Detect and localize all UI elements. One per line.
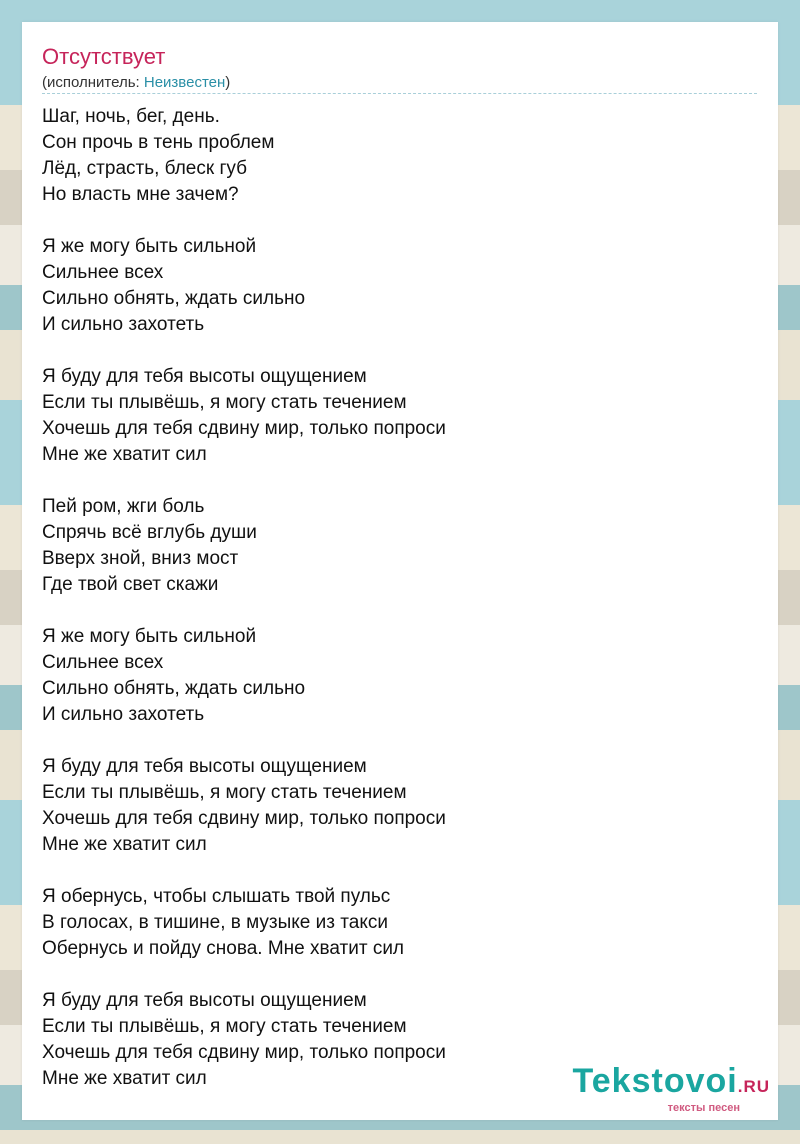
lyric-line: Мне же хватит сил xyxy=(42,444,207,465)
dashed-divider xyxy=(42,93,757,94)
lyric-line: Обернусь и пойду снова. Мне хватит сил xyxy=(42,938,405,959)
lyric-line: Я обернусь, чтобы слышать твой пульс xyxy=(42,886,391,907)
lyric-line: Лёд, страсть, блеск губ xyxy=(42,158,247,179)
logo-wordmark xyxy=(573,1064,770,1104)
stanza xyxy=(42,884,446,962)
lyric-line: Шаг, ночь, бег, день. xyxy=(42,106,220,127)
lyric-line: Вверх зной, вниз мост xyxy=(42,548,239,569)
stanza xyxy=(42,988,446,1092)
lyric-line: Сильнее всех xyxy=(42,262,164,283)
lyric-line: Спрячь всё вглубь души xyxy=(42,522,257,543)
artist-prefix: (исполнитель: xyxy=(42,74,144,91)
lyric-line: Хочешь для тебя сдвину мир, только попроси xyxy=(42,418,446,439)
lyric-line: Хочешь для тебя сдвину мир, только попроси xyxy=(42,808,446,829)
lyric-line: Я буду для тебя высоты ощущением xyxy=(42,366,367,387)
lyric-line: Сон прочь в тень проблем xyxy=(42,132,275,153)
artist-link[interactable]: Неизвестен xyxy=(143,74,226,91)
song-title: Отсутствует xyxy=(42,44,166,69)
stanza xyxy=(42,494,446,598)
lyric-line: Сильно обнять, ждать сильно xyxy=(42,288,306,309)
logo-tagline: тексты песен xyxy=(667,1102,740,1114)
lyric-line: Я же могу быть сильной xyxy=(42,626,257,647)
logo-suffix: .RU xyxy=(737,1077,770,1096)
stanza xyxy=(42,624,446,728)
lyric-line: В голосах, в тишине, в музыке из такси xyxy=(42,912,388,933)
lyrics-sheet xyxy=(22,22,778,1120)
lyric-line: Если ты плывёшь, я могу стать течением xyxy=(42,392,407,413)
lyric-line: Мне же хватит сил xyxy=(42,1068,207,1089)
lyric-line: Пей ром, жги боль xyxy=(42,496,205,517)
lyric-line: Где твой свет скажи xyxy=(42,574,219,595)
lyric-line: Мне же хватит сил xyxy=(42,834,207,855)
lyric-line: Сильнее всех xyxy=(42,652,164,673)
artist-suffix: ) xyxy=(225,74,231,91)
stanza xyxy=(42,234,446,338)
lyric-line: Если ты плывёшь, я могу стать течением xyxy=(42,782,407,803)
lyrics-body xyxy=(42,104,446,1118)
lyric-line: Хочешь для тебя сдвину мир, только попроси xyxy=(42,1042,446,1063)
lyric-line: Я буду для тебя высоты ощущением xyxy=(42,756,367,777)
lyric-line: И сильно захотеть xyxy=(42,704,205,725)
site-logo[interactable] xyxy=(573,1064,770,1114)
lyric-line: Я буду для тебя высоты ощущением xyxy=(42,990,367,1011)
stanza xyxy=(42,364,446,468)
lyric-line: Сильно обнять, ждать сильно xyxy=(42,678,306,699)
lyric-line: И сильно захотеть xyxy=(42,314,205,335)
logo-main-text: Tekstovoi xyxy=(572,1062,738,1100)
lyric-line: Но власть мне зачем? xyxy=(42,184,239,205)
artist-line xyxy=(42,74,230,91)
lyric-line: Если ты плывёшь, я могу стать течением xyxy=(42,1016,407,1037)
lyric-line: Я же могу быть сильной xyxy=(42,236,257,257)
stanza xyxy=(42,104,446,208)
stanza xyxy=(42,754,446,858)
